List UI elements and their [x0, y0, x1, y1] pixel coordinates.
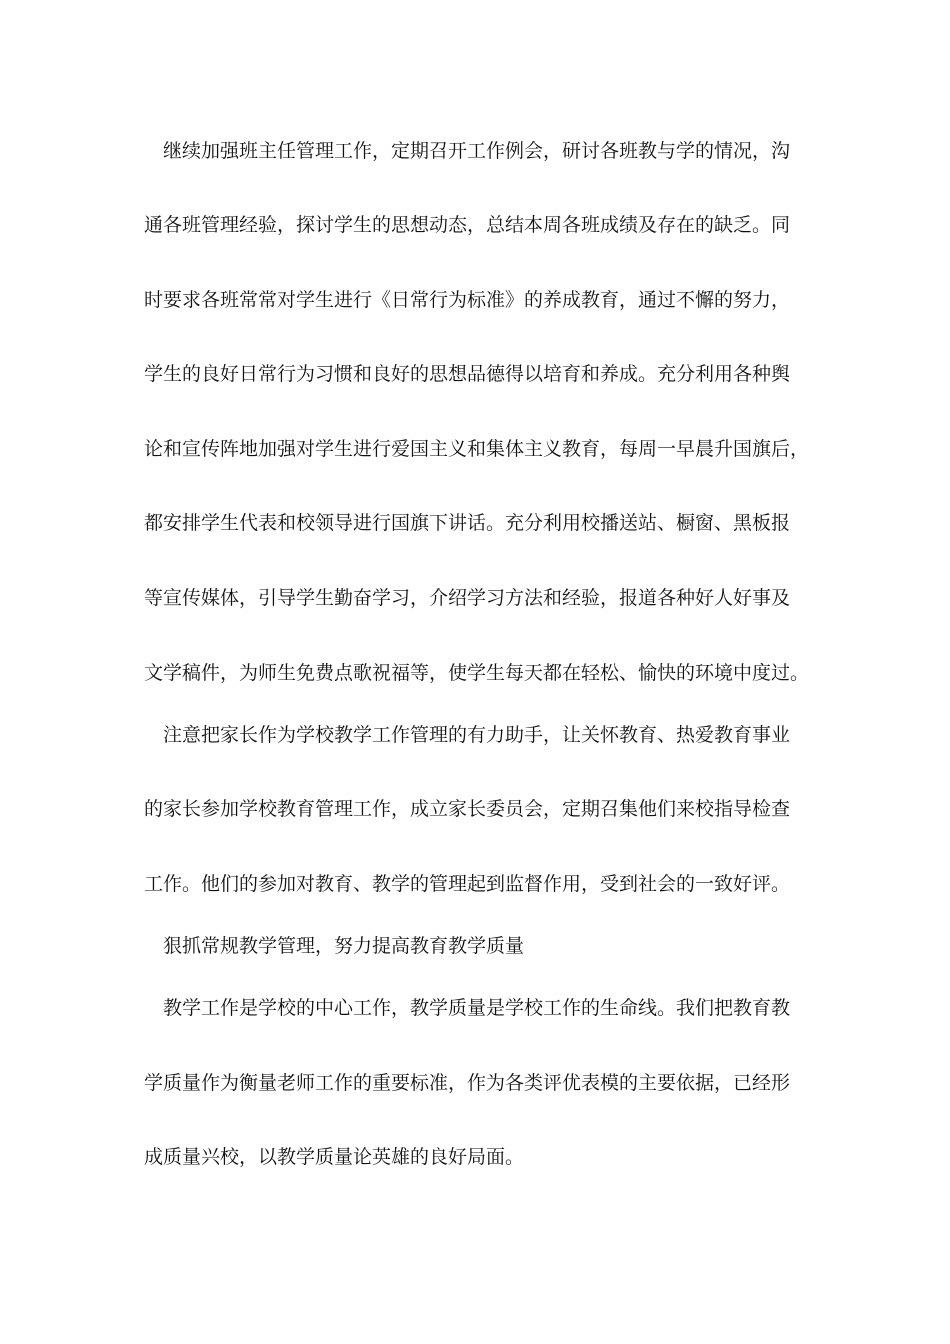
paragraph-line: 文学稿件，为师生免费点歌祝福等，使学生每天都在轻松、愉快的环境中度过。: [144, 662, 810, 684]
paragraph-line: 成质量兴校，以教学质量论英雄的良好局面。: [144, 1146, 525, 1168]
paragraph-line: 工作。他们的参加对教育、教学的管理起到监督作用，受到社会的一致好评。: [144, 873, 791, 895]
paragraph-line: 通各班管理经验，探讨学生的思想动态，总结本周各班成绩及存在的缺乏。同: [144, 214, 791, 236]
paragraph-line: 都安排学生代表和校领导进行国旗下讲话。充分利用校播送站、橱窗、黑板报: [144, 512, 791, 534]
paragraph-line: 时要求各班常常对学生进行《日常行为标准》的养成教育，通过不懈的努力，: [144, 289, 791, 311]
paragraph-line: 继续加强班主任管理工作，定期召开工作例会，研讨各班教与学的情况，沟: [163, 140, 791, 162]
paragraph-line: 教学工作是学校的中心工作，教学质量是学校工作的生命线。我们把教育教: [163, 997, 791, 1019]
paragraph-line: 学质量作为衡量老师工作的重要标准，作为各类评优表模的主要依据，已经形: [144, 1072, 791, 1094]
paragraph-line: 注意把家长作为学校教学工作管理的有力助手，让关怀教育、热爱教育事业: [163, 724, 791, 746]
paragraph-line: 的家长参加学校教育管理工作，成立家长委员会，定期召集他们来校指导检查: [144, 798, 791, 820]
paragraph-line: 等宣传媒体，引导学生勤奋学习，介绍学习方法和经验，报道各种好人好事及: [144, 587, 791, 609]
section-heading: 狠抓常规教学管理，努力提高教育教学质量: [163, 935, 525, 957]
paragraph-line: 学生的良好日常行为习惯和良好的思想品德得以培育和养成。充分利用各种舆: [144, 363, 791, 385]
paragraph-line: 论和宣传阵地加强对学生进行爱国主义和集体主义教育，每周一早晨升国旗后，: [144, 438, 810, 460]
